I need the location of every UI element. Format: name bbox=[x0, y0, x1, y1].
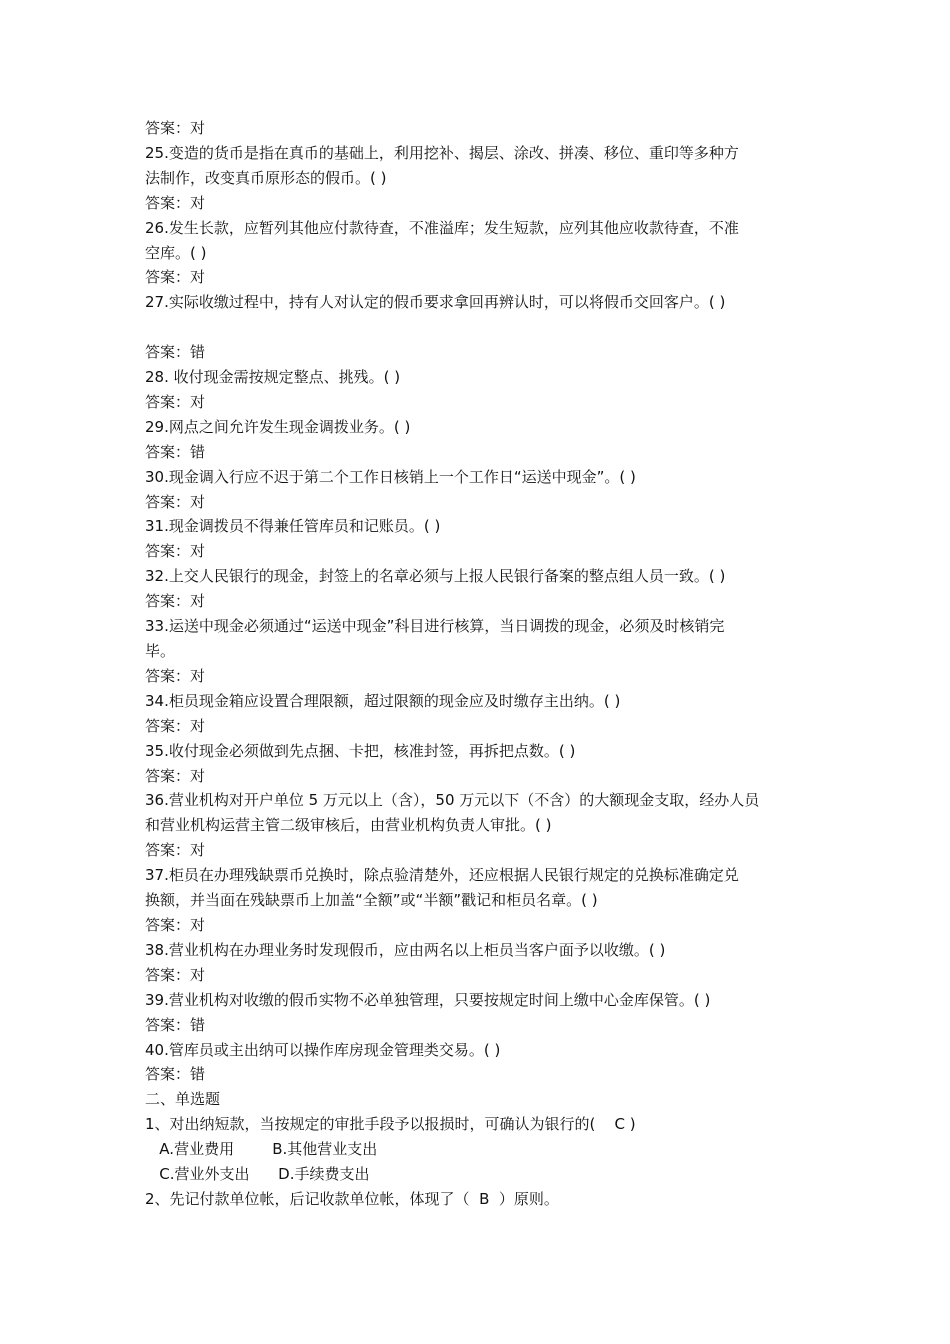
text-line: 2、先记付款单位帐，后记收款单位帐，体现了（ B ）原则。 bbox=[145, 1189, 559, 1208]
option-line: C.营业外支出 D.手续费支出 bbox=[145, 1165, 370, 1184]
text-line: 答案：对 bbox=[145, 119, 206, 137]
text-line: 和营业机构运营主管二级审核后，由营业机构负责人审批。( ) bbox=[145, 816, 552, 835]
text-line: 37.柜员在办理残缺票币兑换时，除点验清楚外，还应根据人民银行规定的兑换标准确定兑 bbox=[145, 866, 739, 885]
text-line: 答案：错 bbox=[145, 1015, 206, 1034]
text-line: 36.营业机构对开户单位 5 万元以上（含），50 万元以下（不含）的大额现金支取，经办人员 bbox=[145, 791, 760, 810]
text-line: 答案：对 bbox=[145, 268, 206, 287]
text-line: 34.柜员现金箱应设置合理限额，超过限额的现金应及时缴存主出纳。( ) bbox=[145, 691, 621, 710]
option-line: A.营业费用 B.其他营业支出 bbox=[145, 1140, 378, 1159]
text-line: 35.收付现金必须做到先点捆、卡把，核准封签，再拆把点数。( ) bbox=[145, 741, 576, 760]
text-line: 28. 收付现金需按规定整点、挑残。( ) bbox=[145, 368, 401, 387]
text-line: 答案：对 bbox=[145, 492, 206, 511]
text-line: 答案：错 bbox=[145, 442, 206, 461]
text-line: 40.管库员或主出纳可以操作库房现金管理类交易。( ) bbox=[145, 1040, 501, 1059]
text-line: 答案：对 bbox=[145, 392, 206, 411]
text-line: 38.营业机构在办理业务时发现假币，应由两名以上柜员当客户面予以收缴。( ) bbox=[145, 940, 666, 959]
section-heading: 二、单选题 bbox=[145, 1090, 221, 1109]
text-line: 答案：对 bbox=[145, 766, 206, 785]
text-line: 39.营业机构对收缴的假币实物不必单独管理，只要按规定时间上缴中心金库保管。( ) bbox=[145, 990, 711, 1009]
text-line: 答案：对 bbox=[145, 716, 206, 735]
text-line: 答案：错 bbox=[145, 1065, 206, 1084]
text-line: 答案：对 bbox=[145, 592, 206, 611]
text-line: 26.发生长款，应暂列其他应付款待查，不准溢库；发生短款，应列其他应收款待查，不准 bbox=[145, 218, 739, 237]
text-line: 答案：对 bbox=[145, 841, 206, 860]
text-line: 33.运送中现金必须通过“运送中现金”科目进行核算，当日调拨的现金，必须及时核销完 bbox=[145, 617, 725, 636]
text-line: 答案：对 bbox=[145, 542, 206, 561]
text-line: 32.上交人民银行的现金，封签上的名章必须与上报人民银行备案的整点组人员一致。( ) bbox=[145, 567, 726, 586]
text-line: 31.现金调拨员不得兼任管库员和记账员。( ) bbox=[145, 517, 441, 536]
text-line: 答案：对 bbox=[145, 915, 206, 934]
text-line: 答案：对 bbox=[145, 666, 206, 685]
text-line: 答案：对 bbox=[145, 193, 206, 212]
text-line: 毕。 bbox=[145, 642, 176, 661]
text-line: 答案：错 bbox=[145, 343, 206, 362]
text-line: 29.网点之间允许发生现金调拨业务。( ) bbox=[145, 417, 411, 436]
text-line: 答案：对 bbox=[145, 965, 206, 984]
text-line: 1、对出纳短款，当按规定的审批手段予以报损时，可确认为银行的( C ) bbox=[145, 1115, 636, 1134]
text-line: 25.变造的货币是指在真币的基础上，利用挖补、揭层、涂改、拼凑、移位、重印等多种方 bbox=[145, 143, 739, 162]
document-page bbox=[145, 116, 810, 1212]
text-line: 空库。( ) bbox=[145, 243, 207, 262]
text-line: 27.实际收缴过程中，持有人对认定的假币要求拿回再辨认时，可以将假币交回客户。( ) bbox=[145, 293, 726, 312]
blank-line bbox=[145, 315, 810, 340]
text-line: 法制作，改变真币原形态的假币。( ) bbox=[145, 168, 387, 187]
text-line: 换额，并当面在残缺票币上加盖“全额”或“半额”戳记和柜员名章。( ) bbox=[145, 891, 598, 910]
text-line: 30.现金调入行应不迟于第二个工作日核销上一个工作日“运送中现金”。( ) bbox=[145, 467, 636, 486]
